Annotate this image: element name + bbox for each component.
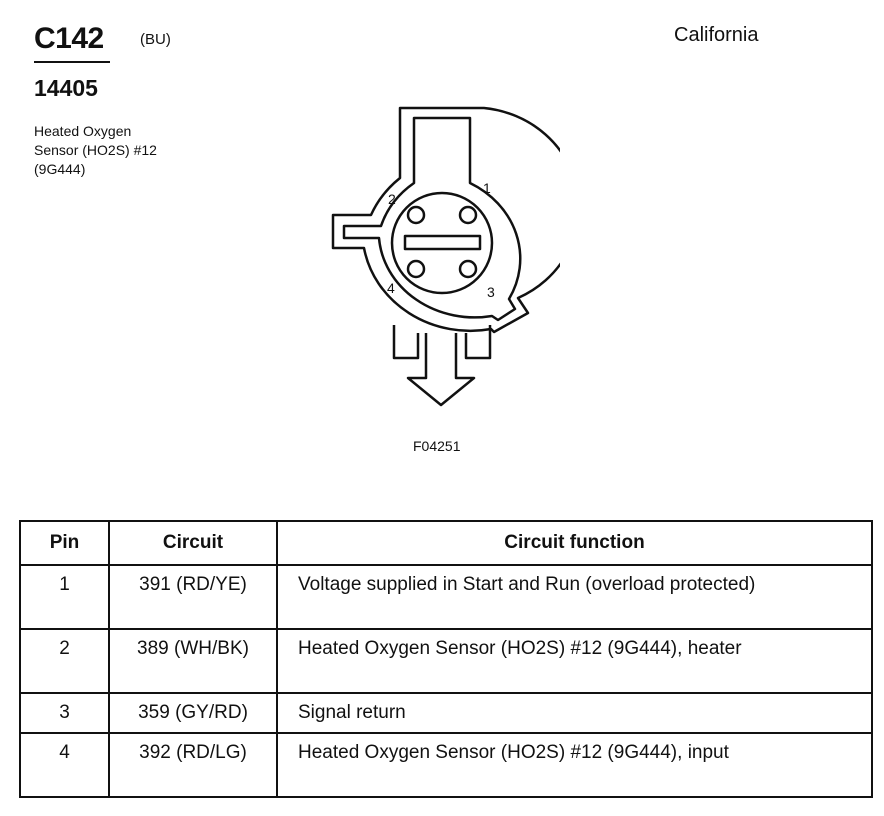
circuit-cell: 359 (GY/RD)	[109, 693, 277, 733]
column-header-pin: Pin	[20, 521, 109, 565]
wire-tab-left	[394, 325, 418, 358]
table-row	[20, 733, 872, 797]
pin-3-socket	[460, 261, 476, 277]
pin-face-circle	[392, 193, 492, 293]
function-cell: Voltage supplied in Start and Run (overload protected)	[277, 565, 872, 629]
pin-label: 3	[487, 284, 495, 300]
function-cell: Heated Oxygen Sensor (HO2S) #12 (9G444), heater	[277, 629, 872, 693]
table-row	[20, 629, 872, 693]
circuit-cell: 391 (RD/YE)	[109, 565, 277, 629]
table-header-row	[20, 521, 872, 565]
title-divider	[34, 61, 110, 63]
description-line: (9G444)	[34, 161, 86, 177]
column-header-function: Circuit function	[277, 521, 872, 565]
connector-housing-outline	[333, 108, 560, 332]
table-row	[20, 693, 872, 733]
function-cell: Signal return	[277, 693, 872, 733]
pin-table	[19, 520, 873, 798]
component-description	[34, 122, 157, 179]
figure-id: F04251	[413, 438, 461, 454]
pin-cell: 4	[20, 733, 109, 797]
connector-color: (BU)	[140, 31, 171, 48]
pin-label: 4	[387, 280, 395, 296]
pin-label: 1	[483, 180, 491, 196]
pin-4-socket	[408, 261, 424, 277]
description-line: Heated Oxygen	[34, 123, 132, 139]
column-header-circuit: Circuit	[109, 521, 277, 565]
table-row	[20, 565, 872, 629]
connector-id: C142	[34, 22, 104, 55]
circuit-cell: 392 (RD/LG)	[109, 733, 277, 797]
description-line: Sensor (HO2S) #12	[34, 142, 157, 158]
part-number: 14405	[34, 75, 98, 101]
pin-2-socket	[408, 207, 424, 223]
pin-cell: 1	[20, 565, 109, 629]
center-key-slot	[405, 236, 480, 249]
connector-face-diagram	[320, 100, 560, 420]
function-cell: Heated Oxygen Sensor (HO2S) #12 (9G444), input	[277, 733, 872, 797]
pin-cell: 2	[20, 629, 109, 693]
pin-1-socket	[460, 207, 476, 223]
pin-cell: 3	[20, 693, 109, 733]
circuit-cell: 389 (WH/BK)	[109, 629, 277, 693]
vehicle-variant: California	[674, 24, 759, 46]
pin-label: 2	[388, 191, 396, 207]
